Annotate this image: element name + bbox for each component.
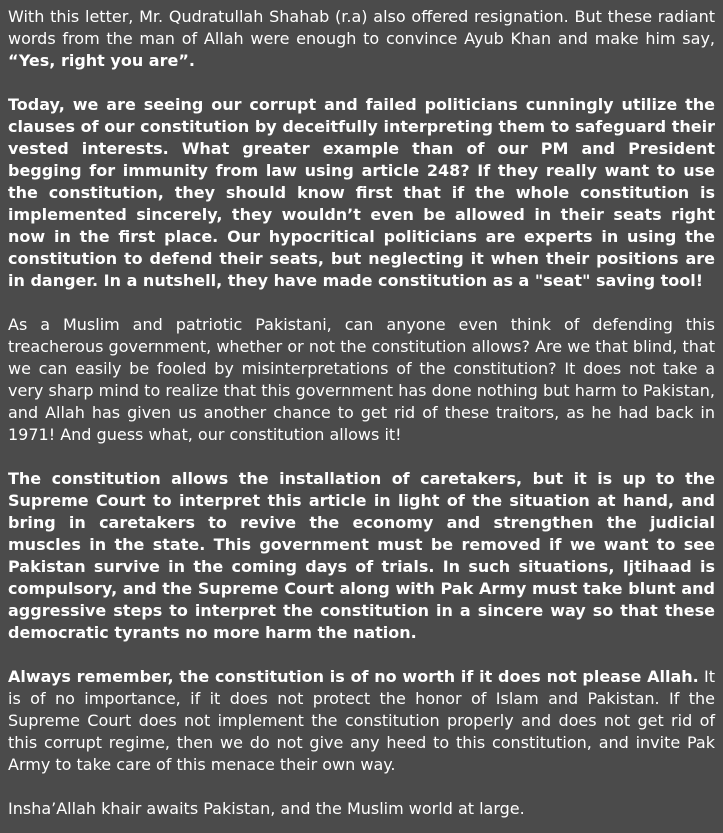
always-remember-statement: Always remember, the constitution is of no worth if it does not please Allah. [8, 667, 699, 686]
paragraph-resignation-text: With this letter, Mr. Qudratullah Shahab (r.a) also offered resignation. But these radiant words from the man of Allah were enough to convince Ayub Khan and make him say, [8, 7, 715, 48]
paragraph-caretakers: The constitution allows the installation of caretakers, but it is up to the Supreme Court to interpret this article in light of the situation at hand, and bring in caretakers to revive the economy and strengthen the judicial muscles in the state. This government must be removed if we want to see Pakistan survive in the coming days of trials. In such situations, Ijtihaad is compulsory, and the Supreme Court along with Pak Army must take blunt and aggressive steps to interpret the constitution in a sincere way so that these democratic tyrants no more harm the nation. [8, 469, 715, 642]
paragraph-corrupt-politicians: Today, we are seeing our corrupt and failed politicians cunningly utilize the clauses of our constitution by deceitfully interpreting them to safeguard their vested interests. What greater example than of our PM and President begging for immunity from law using article 248? If they really want to use the constitution, they should know first that if the whole constitution is implemented sincerely, they wouldn’t even be allowed in their seats right now in the first place. Our hypocritical politicians are experts in using the constitution to defend their seats, but neglecting it when their positions are in danger. In a nutshell, they have made constitution as a "seat" saving tool! [8, 95, 715, 290]
always-remember-rest: It is of no importance, if it does not protect the honor of Islam and Pakistan. If the Supreme Court does not implement the constitution properly and does not get rid of this corrupt regime, then we do not give any heed to this constitution, and invite Pak Army to take care of this menace their own way. [8, 667, 716, 774]
quote-yes-right-you-are: “Yes, right you are”. [8, 51, 195, 70]
paragraph-patriotic-pakistani: As a Muslim and patriotic Pakistani, can anyone even think of defending this treacherous government, whether or not the constitution allows? Are we that blind, that we can easily be fooled by misinterpretations of the constitution? It does not take a very sharp mind to realize that this government has done nothing but harm to Pakistan, and Allah has given us another chance to get rid of these traitors, as he had back in 1971! And guess what, our constitution allows it! [8, 315, 715, 444]
paragraph-resignation [8, 6, 715, 72]
paragraph-closing: Insha’Allah khair awaits Pakistan, and the Muslim world at large. [8, 799, 525, 818]
paragraph-always-remember [8, 666, 715, 776]
